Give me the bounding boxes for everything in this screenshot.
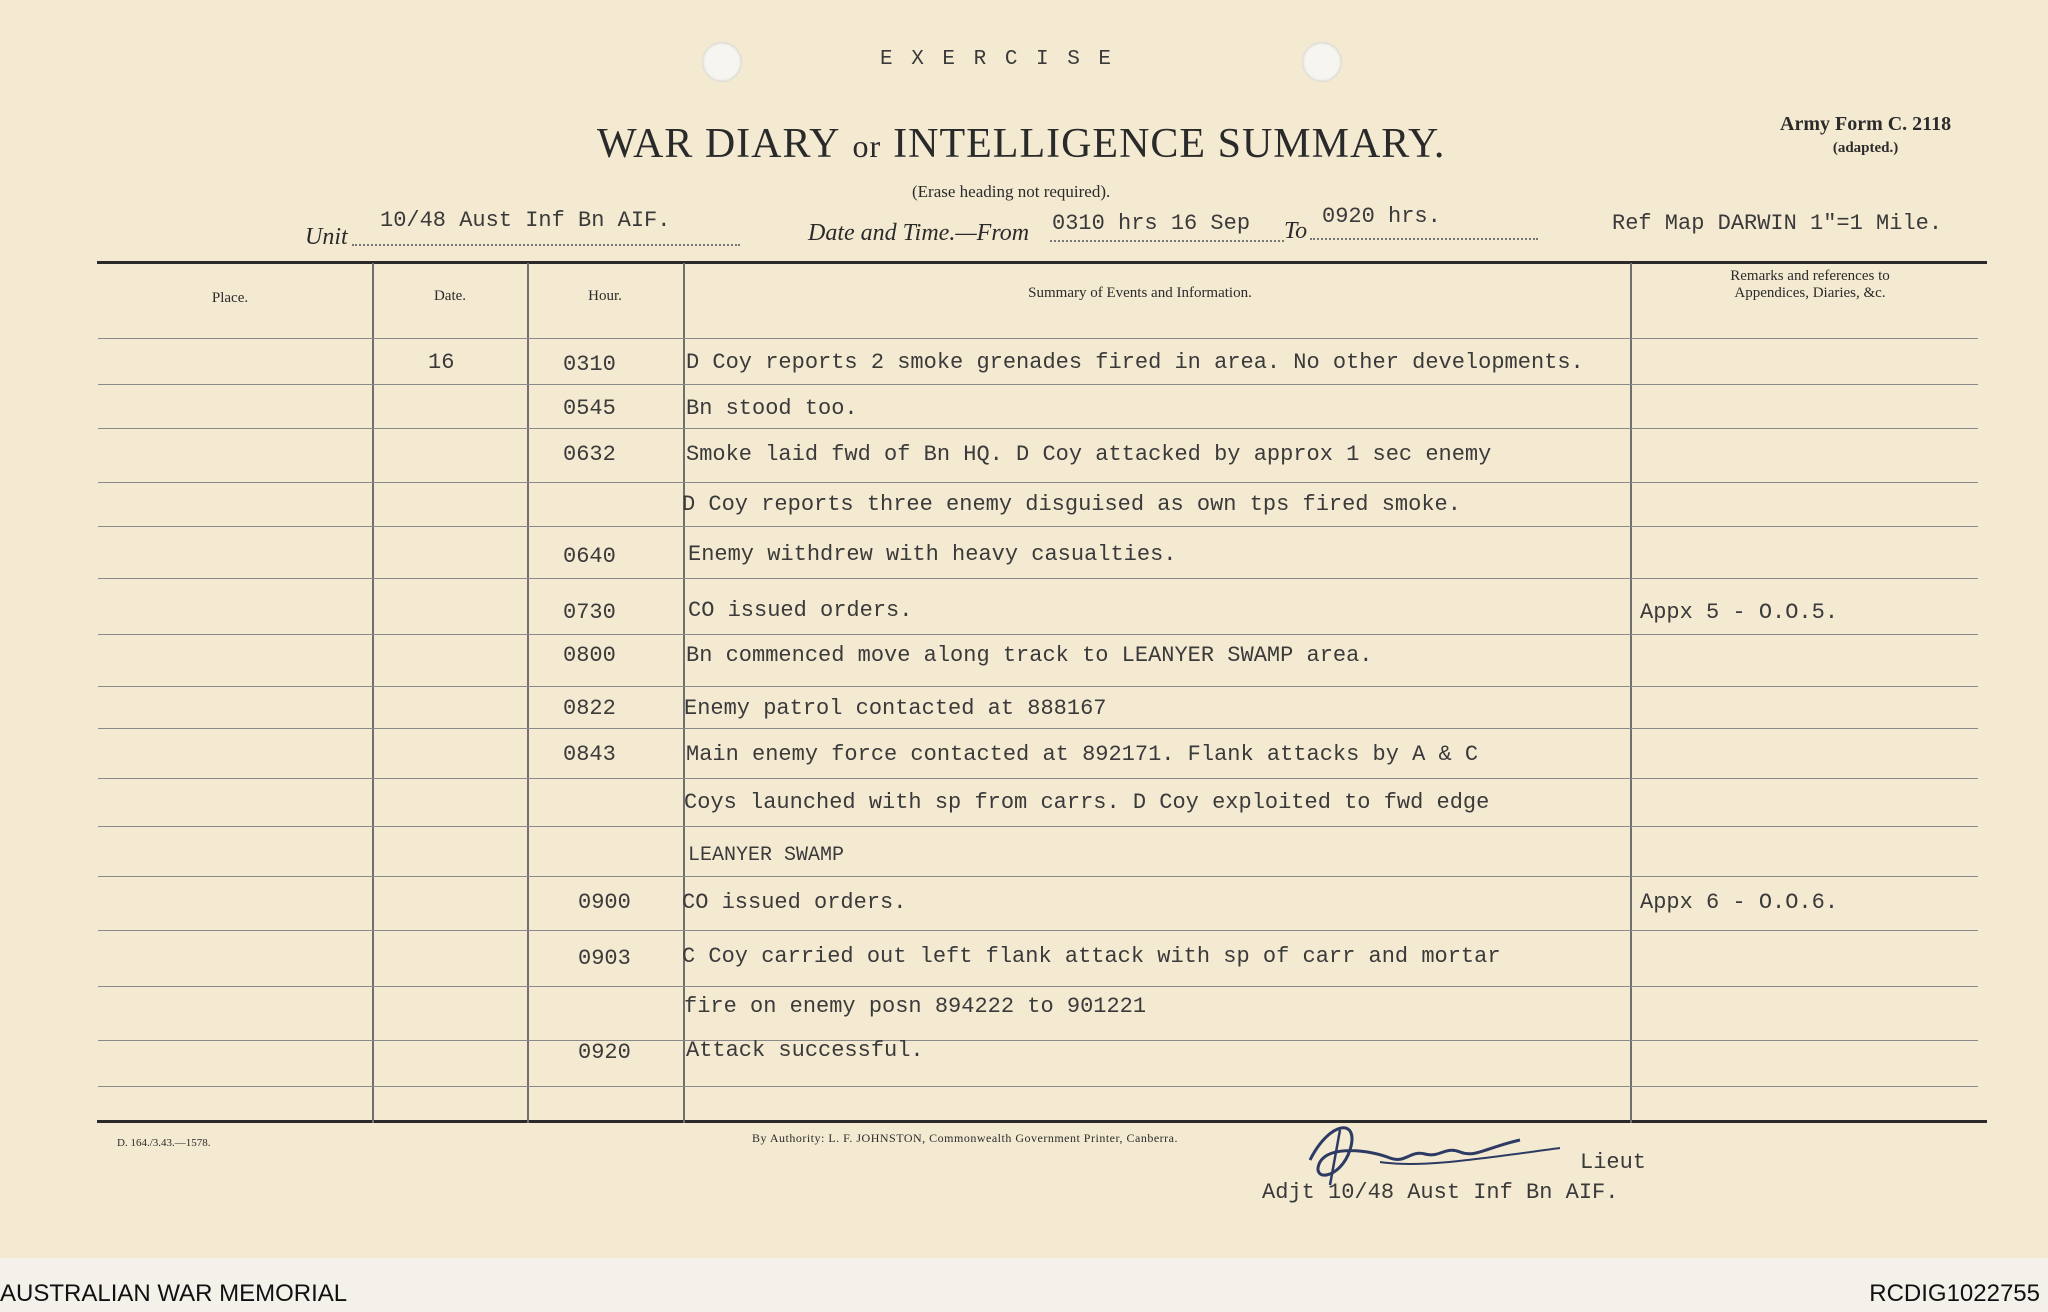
row-separator <box>98 1040 1978 1041</box>
signatory-appointment: Adjt 10/48 Aust Inf Bn AIF. <box>1262 1180 1619 1205</box>
unit-value: 10/48 Aust Inf Bn AIF. <box>380 208 671 233</box>
row-separator <box>98 876 1978 877</box>
entry-hour: 0310 <box>563 352 616 377</box>
form-number-text: Army Form C. 2118 <box>1780 113 1952 135</box>
entry-hour: 0900 <box>578 890 631 915</box>
entry-hour: 0920 <box>578 1040 631 1065</box>
entry-summary: Attack successful. <box>686 1038 924 1063</box>
to-label: To <box>1284 218 1308 244</box>
punch-hole-right <box>1302 42 1342 82</box>
entry-hour: 0903 <box>578 946 631 971</box>
page-title <box>597 120 1445 168</box>
printer-authority: By Authority: L. F. JOHNSTON, Commonwealth Government Printer, Canberra. <box>752 1131 1178 1145</box>
form-number <box>1780 112 1951 160</box>
column-header-place: Place. <box>211 290 249 306</box>
column-header-summary: Summary of Events and Information. <box>1028 285 1252 301</box>
column-divider-summary <box>1630 263 1632 1123</box>
table-bottom-rule <box>97 1120 1987 1123</box>
entry-summary: CO issued orders. <box>682 890 907 915</box>
entry-summary: CO issued orders. <box>688 598 913 623</box>
header-row-separator <box>98 338 1978 339</box>
row-separator <box>98 826 1978 827</box>
column-header-remarks-line-2: Appendices, Diaries, &c. <box>1734 285 1886 301</box>
entry-hour: 0730 <box>563 600 616 625</box>
form-adapted: (adapted.) <box>1832 140 1899 156</box>
row-separator <box>98 930 1978 931</box>
to-value: 0920 hrs. <box>1322 204 1441 229</box>
column-header-remarks <box>1660 268 1960 302</box>
signatory-rank: Lieut <box>1580 1150 1647 1175</box>
column-divider-date <box>527 263 529 1123</box>
punch-hole-left <box>702 42 742 82</box>
row-separator <box>98 384 1978 385</box>
entry-summary: Enemy patrol contacted at 888167 <box>684 696 1107 721</box>
column-divider-place <box>372 263 374 1123</box>
entry-summary: Bn commenced move along track to LEANYER SWAMP area. <box>686 643 1373 668</box>
column-header-remarks-line-1: Remarks and references to <box>1730 268 1890 284</box>
column-header-hour: Hour. <box>588 288 622 304</box>
entry-summary: Main enemy force contacted at 892171. Flank attacks by A & C <box>686 742 1479 767</box>
entry-summary: LEANYER SWAMP <box>688 844 845 867</box>
to-dotted-line <box>1310 238 1538 240</box>
erase-note: (Erase heading not required). <box>912 182 1111 201</box>
entry-hour: 0822 <box>563 696 616 721</box>
row-separator <box>98 728 1978 729</box>
row-separator <box>98 778 1978 779</box>
entry-summary: D Coy reports 2 smoke grenades fired in area. No other developments. <box>686 350 1584 375</box>
title-or: or <box>852 128 882 164</box>
entry-date: 16 <box>428 350 455 375</box>
entry-remarks: Appx 5 - O.O.5. <box>1640 600 1839 625</box>
unit-label: Unit <box>305 224 348 250</box>
entry-summary: Bn stood too. <box>686 396 858 421</box>
from-dotted-line <box>1050 240 1284 242</box>
unit-dotted-line <box>352 244 740 246</box>
archive-id: RCDIG1022755 <box>1869 1280 2040 1307</box>
entry-hour: 0800 <box>563 643 616 668</box>
title-war-diary: WAR DIARY <box>597 121 841 167</box>
ref-map: Ref Map DARWIN 1"=1 Mile. <box>1612 211 1943 236</box>
title-intelligence-summary: INTELLIGENCE SUMMARY. <box>893 121 1446 167</box>
entry-summary: Smoke laid fwd of Bn HQ. D Coy attacked by approx 1 sec enemy <box>686 442 1492 467</box>
entry-remarks: Appx 6 - O.O.6. <box>1640 890 1839 915</box>
row-separator <box>98 578 1978 579</box>
entry-hour: 0843 <box>563 742 616 767</box>
row-separator <box>98 428 1978 429</box>
table-top-rule <box>97 261 1987 264</box>
entry-hour: 0640 <box>563 544 616 569</box>
row-separator <box>98 526 1978 527</box>
row-separator <box>98 634 1978 635</box>
row-separator <box>98 986 1978 987</box>
entry-hour: 0632 <box>563 442 616 467</box>
row-separator <box>98 686 1978 687</box>
exercise-heading: E X E R C I S E <box>880 48 1115 71</box>
row-separator <box>98 482 1978 483</box>
entry-summary: fire on enemy posn 894222 to 901221 <box>684 994 1147 1019</box>
row-separator <box>98 1086 1978 1087</box>
entry-summary: Coys launched with sp from carrs. D Coy exploited to fwd edge <box>684 790 1490 815</box>
archive-credit: AUSTRALIAN WAR MEMORIAL <box>0 1280 348 1307</box>
printer-code: D. 164./3.43.—1578. <box>117 1137 211 1149</box>
entry-summary: D Coy reports three enemy disguised as own tps fired smoke. <box>682 492 1461 517</box>
column-header-date: Date. <box>433 288 467 304</box>
date-time-label: Date and Time.—From <box>808 220 1030 246</box>
entry-summary: C Coy carried out left flank attack with sp of carr and mortar <box>682 944 1501 969</box>
from-value: 0310 hrs 16 Sep <box>1052 211 1251 236</box>
entry-summary: Enemy withdrew with heavy casualties. <box>688 542 1177 567</box>
entry-hour: 0545 <box>563 396 616 421</box>
